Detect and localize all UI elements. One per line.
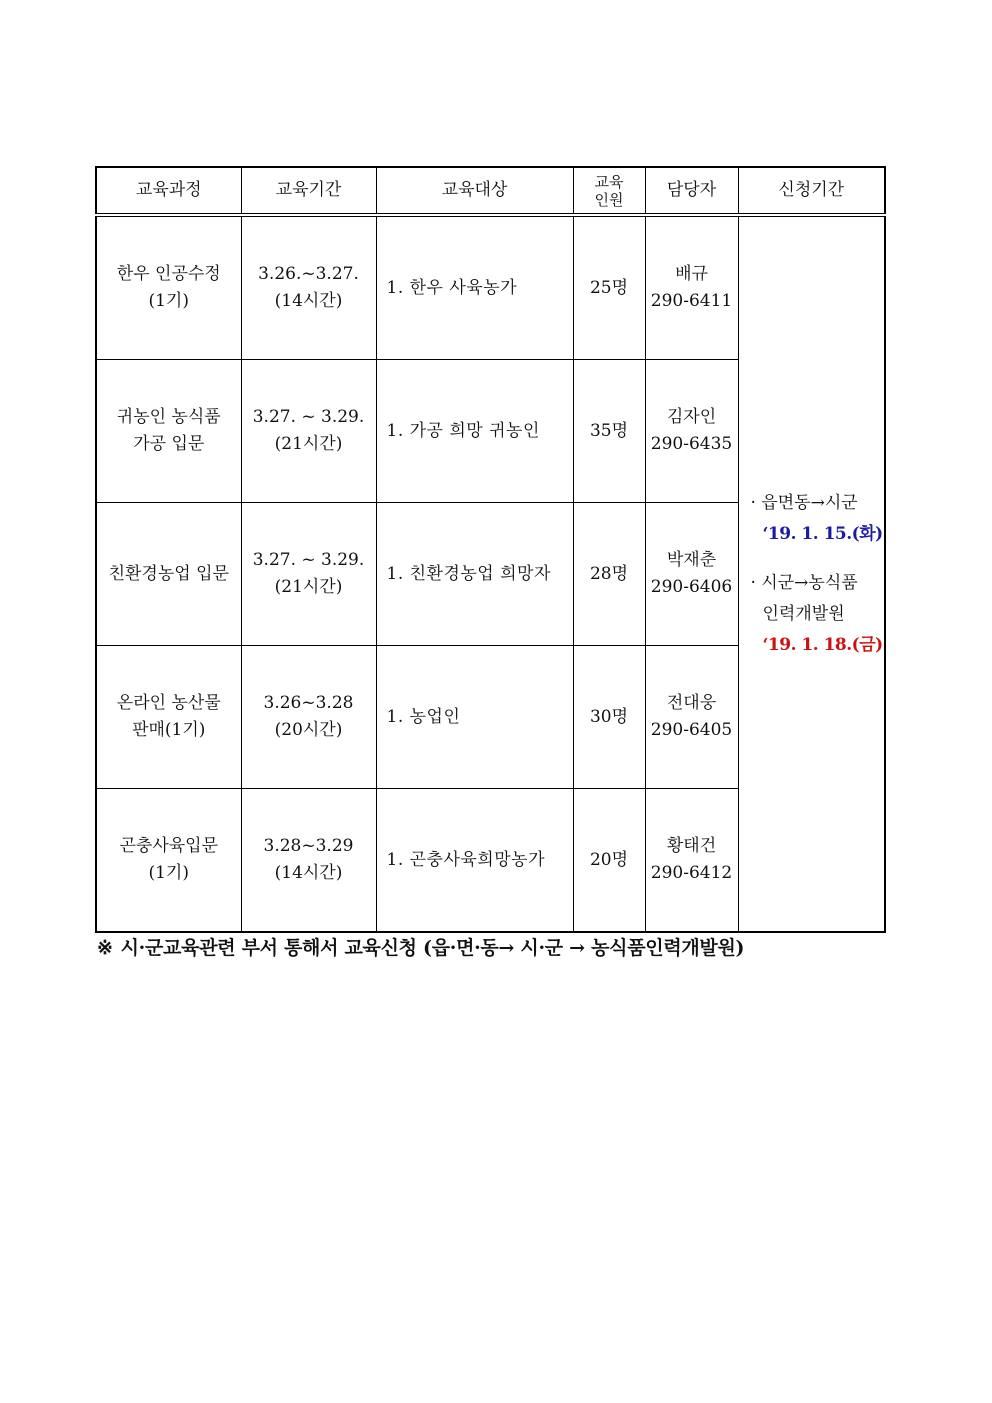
count-cell: 30명 [573, 646, 645, 789]
target-cell: 1. 농업인 [376, 646, 573, 789]
apply-step2-label: · 시군→농식품 [750, 572, 858, 593]
header-period: 교육기간 [241, 167, 376, 215]
target-cell: 1. 가공 희망 귀농인 [376, 360, 573, 503]
period-cell [241, 646, 376, 789]
manager-name: 박재춘 [666, 550, 717, 570]
course-term: (1기) [148, 863, 189, 883]
period-hours: (14시간) [274, 291, 343, 311]
period-dates: 3.27. ~ 3.29. [252, 550, 365, 570]
manager-name: 김자인 [666, 407, 717, 427]
course-term: (1기) [148, 291, 189, 311]
manager-phone: 290-6412 [650, 863, 733, 883]
period-hours: (14시간) [274, 863, 343, 883]
course-name: 한우 인공수정 [116, 264, 221, 284]
header-manager: 담당자 [645, 167, 738, 215]
manager-name: 전대웅 [666, 693, 717, 713]
header-count [573, 167, 645, 215]
period-hours: (21시간) [274, 577, 343, 597]
period-cell [241, 503, 376, 646]
count-cell: 28명 [573, 503, 645, 646]
period-cell [241, 360, 376, 503]
apply-step2-date: ‘19. 1. 18.(금) [762, 634, 883, 655]
period-dates: 3.26.~3.27. [258, 264, 359, 284]
course-term: 판매(1기) [132, 720, 206, 740]
course-cell [96, 646, 241, 789]
header-count-line: 교육 인원 [594, 172, 624, 209]
period-dates: 3.27. ~ 3.29. [252, 407, 365, 427]
reference-mark-icon: ※ [97, 937, 113, 959]
manager-phone: 290-6405 [650, 720, 733, 740]
manager-name: 황태건 [666, 836, 717, 856]
manager-name: 배규 [675, 264, 708, 284]
course-cell [96, 503, 241, 646]
header-apply-period: 신청기간 [738, 167, 885, 215]
manager-cell [645, 789, 738, 933]
count-cell: 25명 [573, 215, 645, 360]
period-hours: (21시간) [274, 434, 343, 454]
course-cell [96, 789, 241, 933]
table-row [96, 215, 885, 360]
apply-step1-label: · 읍면동→시군 [750, 492, 858, 513]
course-cell [96, 215, 241, 360]
application-note [97, 933, 897, 960]
manager-phone: 290-6406 [650, 577, 733, 597]
course-name: 온라인 농산물 [116, 693, 221, 713]
course-name: 곤충사육입문 [119, 836, 219, 856]
header-course: 교육과정 [96, 167, 241, 215]
manager-phone: 290-6411 [650, 291, 733, 311]
course-cell [96, 360, 241, 503]
apply-step2-label-cont: 인력개발원 [762, 603, 845, 624]
manager-cell [645, 646, 738, 789]
apply-period-cell [738, 215, 885, 932]
target-cell: 1. 친환경농업 희망자 [376, 503, 573, 646]
period-hours: (20시간) [274, 720, 343, 740]
manager-cell [645, 503, 738, 646]
target-cell: 1. 곤충사육희망농가 [376, 789, 573, 933]
target-cell: 1. 한우 사육농가 [376, 215, 573, 360]
manager-cell [645, 360, 738, 503]
period-cell [241, 215, 376, 360]
period-dates: 3.26~3.28 [263, 693, 354, 713]
header-target: 교육대상 [376, 167, 573, 215]
education-schedule-table [95, 166, 886, 933]
table-header-row [96, 167, 885, 215]
course-name: 친환경농업 입문 [108, 563, 229, 584]
count-cell: 35명 [573, 360, 645, 503]
application-note-text: 시·군교육관련 부서 통해서 교육신청 (읍·면·동→ 시·군 → 농식품인력개발원) [120, 937, 745, 959]
manager-phone: 290-6435 [650, 434, 733, 454]
course-name: 귀농인 농식품 [116, 407, 221, 427]
course-term: 가공 입문 [133, 434, 205, 454]
count-cell: 20명 [573, 789, 645, 933]
period-dates: 3.28~3.29 [263, 836, 354, 856]
apply-step1-date: ‘19. 1. 15.(화) [762, 523, 883, 544]
period-cell [241, 789, 376, 933]
manager-cell [645, 215, 738, 360]
